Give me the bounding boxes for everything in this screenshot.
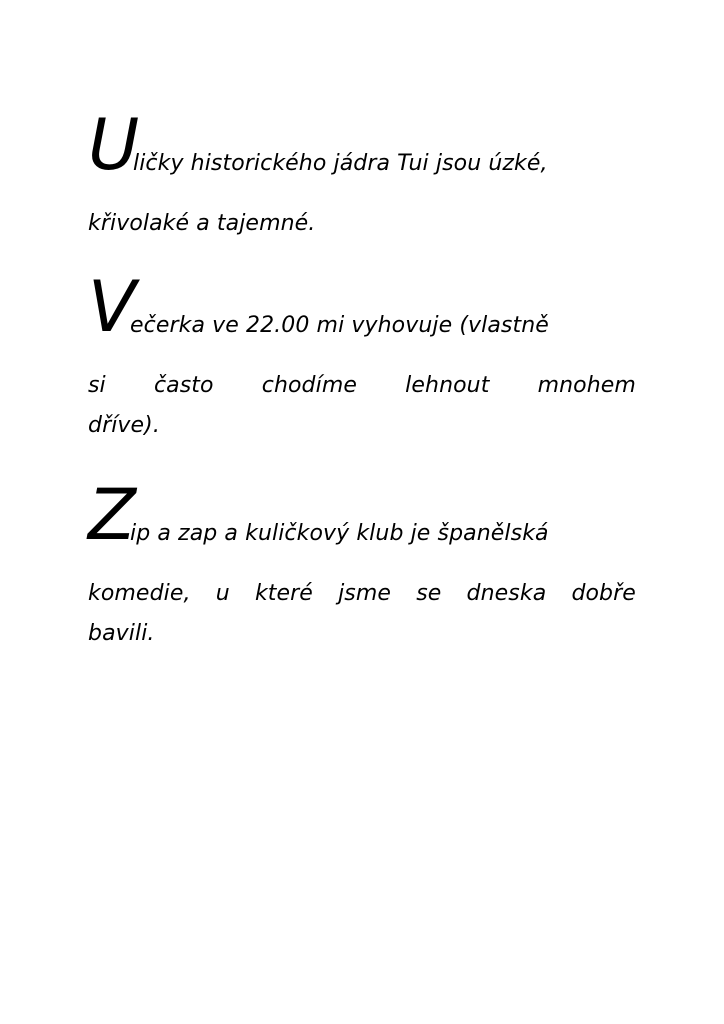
justified-word: u: [215, 581, 230, 606]
paragraph-2-first-line: [88, 262, 636, 348]
paragraph-2-line-1: ečerka ve 22.00 mi vyhovuje (vlastně: [130, 313, 549, 338]
paragraph-2-initial: V: [88, 266, 136, 348]
justified-word: dneska: [466, 581, 547, 606]
justified-word: které: [254, 581, 313, 606]
justified-word: se: [416, 581, 442, 606]
paragraph-2-line-2: [88, 374, 636, 398]
justified-word: často: [153, 373, 214, 398]
justified-word: chodíme: [261, 373, 357, 398]
paragraph-3-initial: Z: [88, 474, 137, 556]
paragraph-3: [88, 470, 636, 646]
paragraph-3-line-2: [88, 582, 636, 606]
paragraph-2-line-3: dříve).: [88, 413, 160, 438]
justified-word: dobře: [571, 581, 636, 606]
paragraph-2: [88, 262, 636, 438]
justified-word: si: [88, 373, 106, 398]
paragraph-1-line-1: ličky historického jádra Tui jsou úzké,: [133, 151, 548, 176]
paragraph-1: [88, 100, 636, 236]
justified-word: komedie,: [88, 581, 191, 606]
paragraph-3-first-line: [88, 470, 636, 556]
paragraph-1-line-2: křivolaké a tajemné.: [88, 211, 316, 236]
paragraph-1-initial: U: [88, 104, 140, 186]
paragraph-3-line-1: ip a zap a kuličkový klub je španělská: [130, 521, 549, 546]
justified-word: jsme: [338, 581, 392, 606]
justified-word: mnohem: [537, 373, 636, 398]
paragraph-3-line-3: bavili.: [88, 621, 155, 646]
justified-word: lehnout: [405, 373, 490, 398]
paragraph-1-first-line: [88, 100, 636, 186]
